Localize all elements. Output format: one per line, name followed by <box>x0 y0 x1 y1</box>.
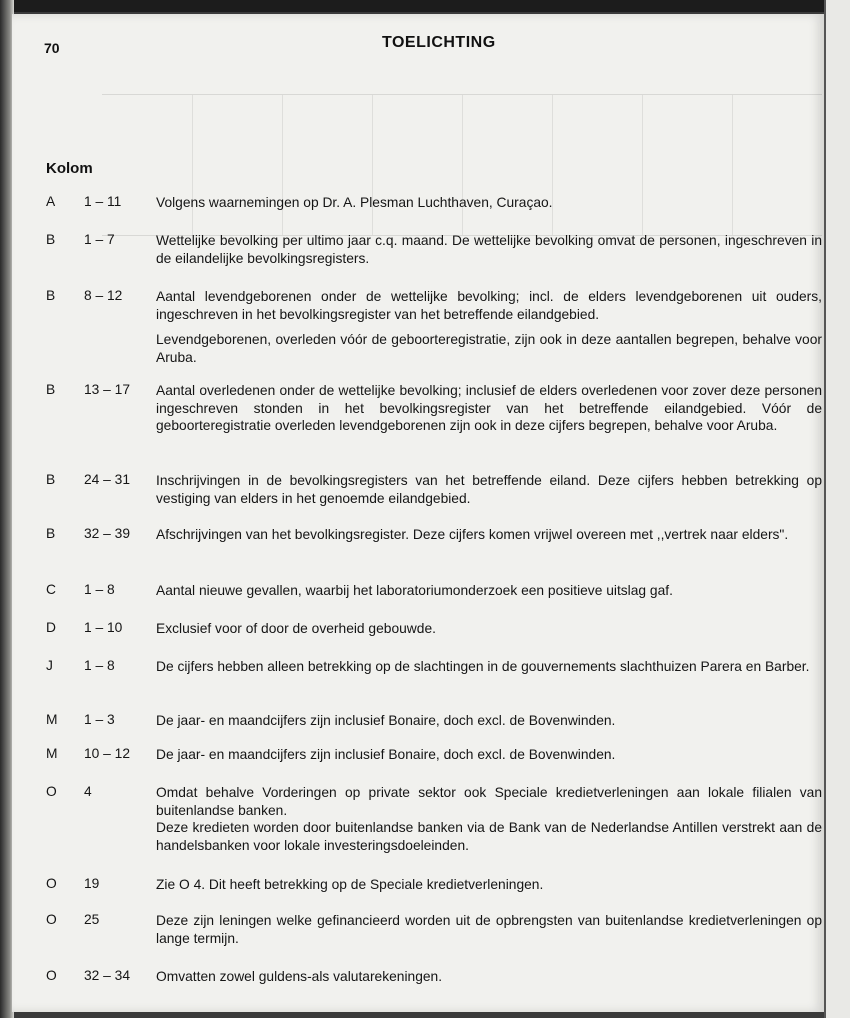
note-text: Inschrijvingen in de bevolkingsregisters van het betreffende eiland. Deze cijfers hebben betrekking op vestiging van elders in het genoemde eilandgebied. <box>156 473 822 506</box>
column-range: 1 – 8 <box>84 582 115 597</box>
column-letter: O <box>46 876 57 891</box>
note-text: Aantal levendgeborenen onder de wettelijke bevolking; incl. de elders levendgeborenen uit ouders, ingeschreven in het bevolkingsregister van het betreffende eilandgebied. <box>156 289 822 322</box>
note-text: Aantal nieuwe gevallen, waarbij het laboratoriumonderzoek een positieve uitslag gaf. <box>156 583 673 598</box>
column-range: 8 – 12 <box>84 288 123 303</box>
note-text: Deze kredieten worden door buitenlandse banken via de Bank van de Nederlandse Antillen verstrekt aan de handelsbanken voor lokale investeringsdoeleinden. <box>156 820 822 853</box>
note-text: Deze zijn leningen welke gefinancieerd worden uit de opbrengsten van buitenlandse kredietverleningen op lange termijn. <box>156 913 822 946</box>
column-letter: C <box>46 582 56 597</box>
column-letter: O <box>46 912 57 927</box>
scan-top-border <box>0 0 850 12</box>
column-letter: B <box>46 232 56 247</box>
column-range: 1 – 3 <box>84 712 115 727</box>
column-range: 13 – 17 <box>84 382 131 397</box>
column-range: 4 <box>84 784 92 799</box>
column-range: 1 – 8 <box>84 658 115 673</box>
note-text: Levendgeborenen, overleden vóór de geboorteregistratie, zijn ook in deze aantallen begrepen, behalve voor Aruba. <box>156 332 822 365</box>
column-letter: B <box>46 382 56 397</box>
note-text: De jaar- en maandcijfers zijn inclusief Bonaire, doch excl. de Bovenwinden. <box>156 713 616 728</box>
column-letter: B <box>46 472 56 487</box>
column-range: 19 <box>84 876 100 891</box>
facing-page-edge <box>824 0 850 1018</box>
column-letter: O <box>46 968 57 983</box>
note-text: Zie O 4. Dit heeft betrekking op de Speciale kredietverleningen. <box>156 877 544 892</box>
note-text: Afschrijvingen van het bevolkingsregister. Deze cijfers komen vrijwel overeen met ,,vertrek naar elders". <box>156 527 789 542</box>
page-title: TOELICHTING <box>382 34 496 51</box>
note-text: De jaar- en maandcijfers zijn inclusief Bonaire, doch excl. de Bovenwinden. <box>156 747 616 762</box>
page-number: 70 <box>44 40 60 56</box>
column-letter: M <box>46 746 58 761</box>
column-range: 1 – 7 <box>84 232 115 247</box>
note-text: Volgens waarnemingen op Dr. A. Plesman Luchthaven, Curaçao. <box>156 195 553 210</box>
column-letter: B <box>46 526 56 541</box>
note-text: Omvatten zowel guldens-als valutarekeningen. <box>156 969 443 984</box>
column-range: 25 <box>84 912 100 927</box>
column-range: 24 – 31 <box>84 472 131 487</box>
section-heading: Kolom <box>46 160 93 177</box>
column-letter: D <box>46 620 56 635</box>
note-text: Exclusief voor of door de overheid gebouwde. <box>156 621 436 636</box>
column-letter: A <box>46 194 56 209</box>
note-text: Aantal overledenen onder de wettelijke bevolking; inclusief de elders overledenen voor zover deze personen ingeschreven stonden in het bevolkingsregister van het betreffende eilandgebied. Vóór de geboorteregistratie overleden levendgeborenen zijn ook in deze cijfers begrepen, behalve voor Aruba. <box>156 383 822 433</box>
column-range: 32 – 39 <box>84 526 131 541</box>
note-text: Omdat behalve Vorderingen op private sektor ook Speciale kredietverleningen aan lokale filialen van buitenlandse banken. <box>156 785 822 818</box>
column-range: 10 – 12 <box>84 746 131 761</box>
column-letter: M <box>46 712 58 727</box>
column-letter: O <box>46 784 57 799</box>
column-letter: B <box>46 288 56 303</box>
column-range: 1 – 11 <box>84 194 122 209</box>
column-range: 1 – 10 <box>84 620 123 635</box>
column-letter: J <box>46 658 53 673</box>
note-text: De cijfers hebben alleen betrekking op de slachtingen in de gouvernements slachthuizen Parera en Barber. <box>156 659 810 674</box>
note-text: Wettelijke bevolking per ultimo jaar c.q. maand. De wettelijke bevolking omvat de personen, ingeschreven in de eilandelijke bevolkingsregisters. <box>156 233 822 266</box>
document-page <box>12 14 824 1012</box>
column-range: 32 – 34 <box>84 968 131 983</box>
